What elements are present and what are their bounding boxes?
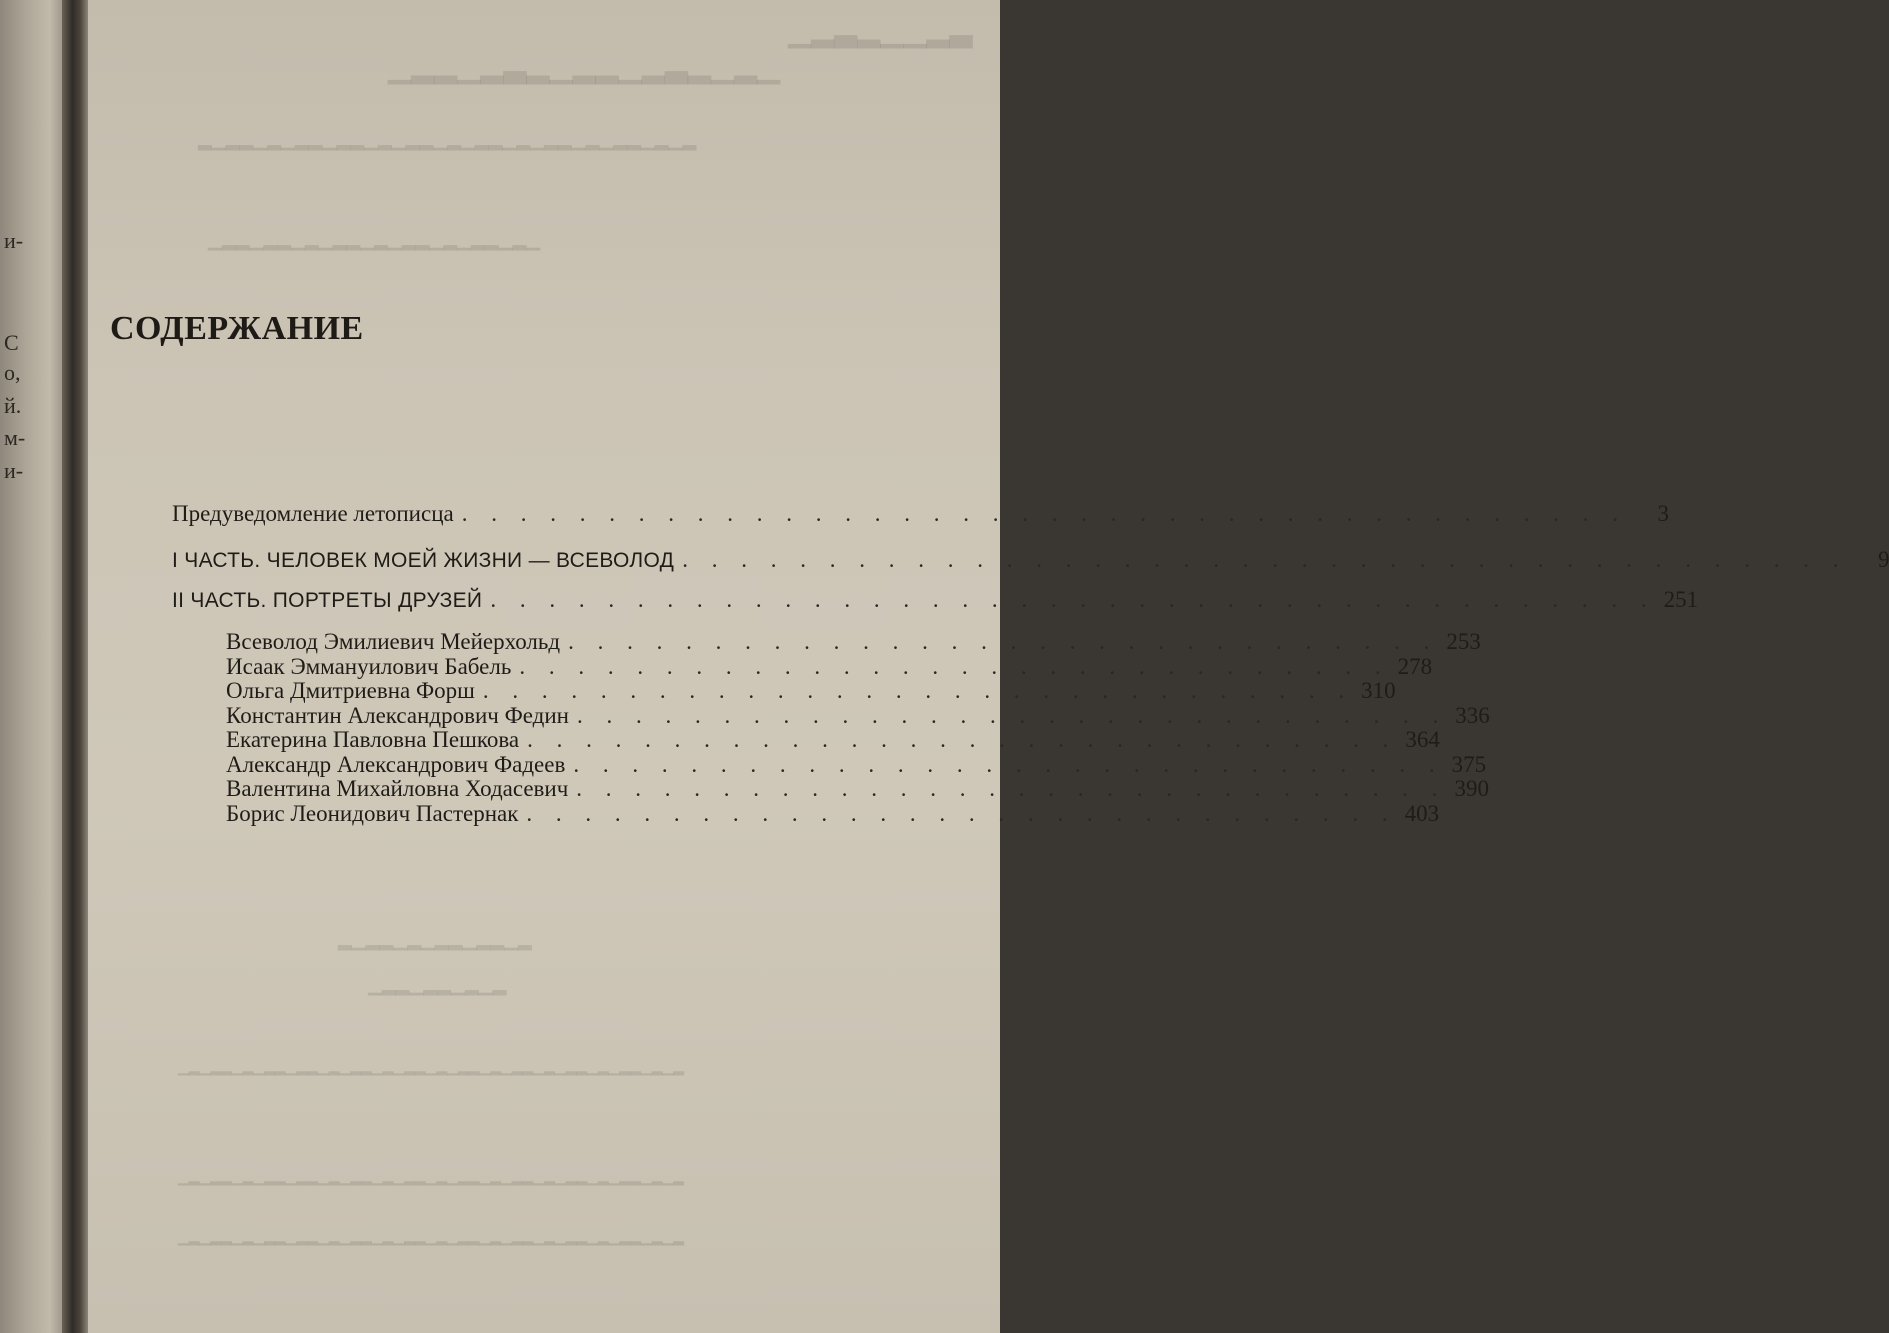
toc-subentry-page: 336	[1455, 702, 1490, 728]
toc-subentry	[226, 751, 1487, 778]
dot-leader: . . . . . . . . . . . . . . . . . . . . . . . . . . . . . .	[519, 653, 1390, 679]
table-of-contents	[172, 494, 1889, 826]
show-through-text: ▁▂▁▂▂▁▂▁▂▂▁▂▂▁▂▁▂▂▁▂▁▂▂▁▂▁▂▂▁▂▁▂▂▁▂▁▂▂▁▂▁▂▂▁▂▁▂	[178, 1061, 685, 1076]
dot-leader: . . . . . . . . . . . . . . . . . . . . . . . . . . . . . . . . . . . . . . . .	[682, 547, 1848, 572]
toc-subentry	[226, 678, 1396, 704]
left-page-fragment: и-	[4, 228, 24, 253]
dot-leader: . . . . . . . . . . . . . . . . . . . . . . . . . . . . . .	[526, 800, 1397, 826]
left-page-edge	[0, 0, 62, 1333]
toc-entry	[172, 494, 1669, 534]
left-page-fragment: и-	[4, 458, 24, 483]
toc-entry-page: 3	[1657, 501, 1669, 526]
toc-subentry	[226, 702, 1490, 729]
toc-entry	[172, 540, 1889, 580]
toc-subentry	[226, 629, 1481, 655]
toc-subentry-page: 364	[1405, 727, 1440, 752]
toc-subentry	[226, 653, 1433, 680]
toc-subentry-label: Валентина Михайловна Ходасевич	[226, 776, 569, 801]
show-through-text: ▂▁▂▂▁▂▁▂▂▁▂▂▁▂	[338, 930, 532, 950]
dot-leader: . . . . . . . . . . . . . . . . . . . . . . . . . . . . . .	[576, 776, 1447, 801]
toc-entry-page: 251	[1663, 587, 1699, 612]
toc-subentry	[226, 776, 1490, 802]
dot-leader: . . . . . . . . . . . . . . . . . . . . . . . . . . . . . . . . . . . . . . . .	[490, 587, 1656, 612]
toc-subentry-page: 403	[1404, 800, 1440, 826]
dot-leader: . . . . . . . . . . . . . . . . . . . . . . . . . . . . . .	[576, 702, 1448, 728]
toc-entry-page: 9	[1877, 547, 1889, 572]
toc-page	[88, 0, 1889, 1333]
toc-subentry-page: 310	[1361, 678, 1396, 703]
toc-subentry-label: Александр Александрович Фадеев	[226, 751, 566, 777]
toc-entry-label: II ЧАСТЬ. ПОРТРЕТЫ ДРУЗЕЙ	[172, 589, 483, 612]
toc-entry	[172, 580, 1699, 620]
toc-entry-label: I ЧАСТЬ. ЧЕЛОВЕК МОЕЙ ЖИЗНИ — ВСЕВОЛОД	[172, 549, 675, 572]
dot-leader: . . . . . . . . . . . . . . . . . . . . . . . . . . . . . .	[568, 629, 1439, 654]
show-through-text: ▁▂▂▁▂▂▁▂▁▂▂▁▂▁▂▂▁▂▁▂▂▁▂▁	[208, 230, 541, 250]
toc-subentry-label: Исаак Эммануилович Бабель	[226, 653, 512, 679]
toc-subentry-label: Борис Леонидович Пастернак	[226, 800, 519, 826]
left-page-fragment: о,	[4, 360, 21, 385]
show-through-text: ▁▂▃▂▁▁▂▃	[788, 15, 973, 48]
dot-leader: . . . . . . . . . . . . . . . . . . . . . . . . . . . . . .	[482, 678, 1354, 703]
show-through-text: ▂▁▂▂▁▂▁▂▂▁▂▂▁▂▁▂▂▁▂▁▂▂▁▂▁▂▂▁▂▁▂▂▁▂▁▂	[198, 130, 697, 150]
toc-title: СОДЕРЖАНИЕ	[110, 310, 364, 347]
show-through-text: ▁▂▂▁▂▂▁▂▁▂	[368, 975, 507, 995]
show-through-text: ▁▂▁▂▂▁▂▁▂▂▁▂▂▁▂▁▂▂▁▂▁▂▂▁▂▁▂▂▁▂▁▂▂▁▂▁▂▂▁▂▁▂▂▁▂▁▂	[178, 1171, 685, 1186]
toc-subentry-page: 390	[1454, 776, 1490, 801]
toc-entry-label: Предуведомление летописца	[172, 501, 454, 526]
dot-leader: . . . . . . . . . . . . . . . . . . . . . . . . . . . . . .	[527, 727, 1398, 752]
left-page-fragment: й.	[4, 393, 22, 418]
toc-subentry-page: 375	[1451, 751, 1487, 777]
toc-subentry-label: Константин Александрович Федин	[226, 702, 569, 728]
book-gutter	[62, 0, 88, 1333]
toc-subentry-label: Екатерина Павловна Пешкова	[226, 727, 520, 752]
toc-subentry-label: Всеволод Эмилиевич Мейерхольд	[226, 629, 561, 654]
dot-leader: . . . . . . . . . . . . . . . . . . . . . . . . . . . . . . . . . . . . . . . .	[461, 501, 1627, 526]
toc-subentry	[226, 727, 1440, 753]
left-page-fragment: С	[4, 330, 19, 355]
toc-subentry	[226, 800, 1440, 827]
toc-subentry-page: 278	[1397, 653, 1433, 679]
show-through-text: ▁▂▁▂▂▁▂▁▂▂▁▂▂▁▂▁▂▂▁▂▁▂▂▁▂▁▂▂▁▂▁▂▂▁▂▁▂▂▁▂▁▂▂▁▂▁▂	[178, 1231, 685, 1246]
toc-subentry-page: 253	[1446, 629, 1481, 654]
show-through-text: ▁▂▂▁▂▃▂▁▂▂▁▂▃▂▁▂▁	[388, 51, 781, 84]
dot-leader: . . . . . . . . . . . . . . . . . . . . . . . . . . . . . .	[573, 751, 1444, 777]
left-page-fragment: м-	[4, 425, 26, 450]
toc-subentry-label: Ольга Дмитриевна Форш	[226, 678, 475, 703]
